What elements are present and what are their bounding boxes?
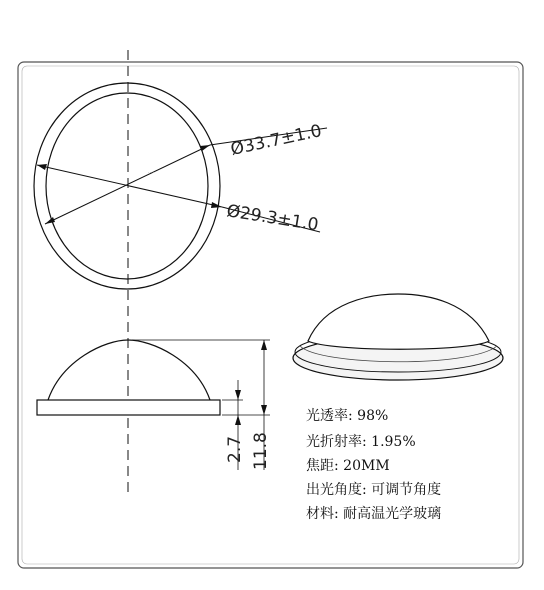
arrow-head bbox=[261, 340, 267, 350]
spec-beam-angle bbox=[306, 479, 441, 499]
watermark-text: ···· bbox=[148, 170, 155, 176]
total-height-label: 11.8 bbox=[251, 432, 271, 470]
spec-label: 光折射率: bbox=[306, 434, 367, 450]
spec-label: 焦距: bbox=[306, 458, 339, 474]
inner-circle bbox=[46, 93, 208, 279]
spec-label: 出光角度: bbox=[306, 482, 367, 498]
arrow-head bbox=[235, 390, 241, 400]
arrow-head bbox=[235, 415, 241, 425]
arrow-head bbox=[211, 202, 222, 208]
arrow-head bbox=[261, 405, 267, 415]
dome-profile bbox=[48, 340, 210, 400]
spec-focal-length bbox=[306, 455, 390, 475]
spec-value: 耐高温光学玻璃 bbox=[343, 506, 442, 522]
spec-transmittance bbox=[306, 405, 388, 425]
spec-label: 材料: bbox=[306, 506, 339, 522]
outer-diameter-line bbox=[37, 165, 222, 207]
base-thickness-label: 2.7 bbox=[225, 435, 245, 463]
spec-value: 1.95% bbox=[371, 434, 416, 450]
outer-diameter-label: Ø33.7±1.0 bbox=[228, 121, 324, 160]
outer-circle bbox=[34, 83, 220, 289]
spec-refraction bbox=[306, 431, 416, 451]
spec-value: 20MM bbox=[343, 458, 390, 474]
spec-material bbox=[306, 503, 441, 523]
arrow-head bbox=[45, 217, 55, 224]
inner-diameter-label: Ø29.3±1.0 bbox=[225, 201, 320, 236]
spec-value: 可调节角度 bbox=[371, 482, 442, 498]
lens-3d-dome bbox=[308, 294, 489, 349]
spec-label: 光透率: bbox=[306, 408, 353, 424]
arrow-head bbox=[37, 164, 47, 170]
spec-value: 98% bbox=[357, 408, 389, 424]
dome-base-flange bbox=[37, 400, 220, 415]
